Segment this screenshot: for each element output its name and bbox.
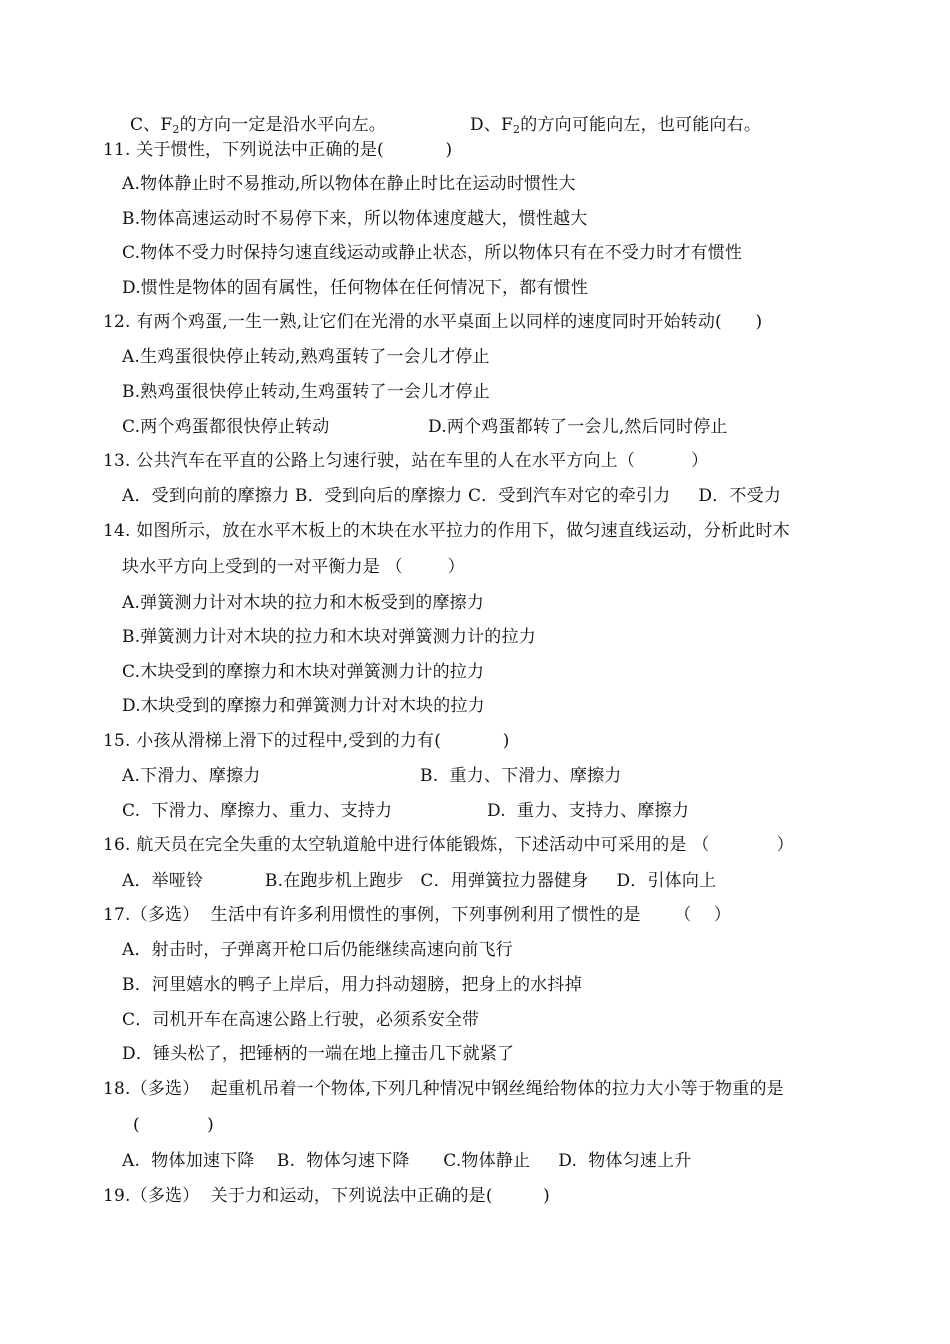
question-15-option-d: D. 重力、支持力、摩擦力 <box>487 801 690 821</box>
option-d-line-10 <box>470 114 761 141</box>
question-15-option-b: B. 重力、下滑力、摩擦力 <box>420 766 622 786</box>
question-15: 15. 小孩从滑梯上滑下的过程中,受到的力有( ) <box>103 731 510 751</box>
question-17-option-a: A．射击时，子弹离开枪口后仍能继续高速向前飞行 <box>122 940 513 960</box>
question-15-option-c: C. 下滑力、摩擦力、重力、支持力 <box>122 801 393 821</box>
question-17-option-b: B．河里嬉水的鸭子上岸后，用力抖动翅膀，把身上的水抖掉 <box>122 975 582 995</box>
question-14: 14. 如图所示，放在水平木板上的木块在水平拉力的作用下，做匀速直线运动，分析此时木 <box>103 521 790 541</box>
question-11-option-c: C.物体不受力时保持匀速直线运动或静止状态，所以物体只有在不受力时才有惯性 <box>122 243 743 263</box>
question-17-option-d: D．锤头松了，把锤柄的一端在地上撞击几下就紧了 <box>122 1044 515 1064</box>
question-18: 18.（多选） 起重机吊着一个物体,下列几种情况中钢丝绳给物体的拉力大小等于物重的是 <box>103 1079 784 1099</box>
question-11: 11. 关于惯性，下列说法中正确的是( ) <box>103 140 453 160</box>
question-14-option-b: B.弹簧测力计对木块的拉力和木块对弹簧测力计的拉力 <box>122 627 536 647</box>
question-14-option-d: D.木块受到的摩擦力和弹簧测力计对木块的拉力 <box>122 696 485 716</box>
question-16: 16. 航天员在完全失重的太空轨道舱中进行体能锻炼，下述活动中可采用的是 （ ） <box>103 835 794 855</box>
option-text: 的方向可能向左，也可能向右。 <box>520 115 762 135</box>
subscript: 2 <box>513 123 521 136</box>
question-12: 12. 有两个鸡蛋,一生一熟,让它们在光滑的水平桌面上以同样的速度同时开始转动( ) <box>103 312 763 332</box>
question-11-option-a: A.物体静止时不易推动,所以物体在静止时比在运动时惯性大 <box>122 174 576 194</box>
question-13-options: A．受到向前的摩擦力 B．受到向后的摩擦力 C．受到汽车对它的牵引力 D．不受力 <box>122 486 782 506</box>
question-18-continuation: ( ) <box>133 1115 214 1135</box>
question-14-option-a: A.弹簧测力计对木块的拉力和木板受到的摩擦力 <box>122 593 485 613</box>
question-12-option-c: C.两个鸡蛋都很快停止转动 <box>122 417 330 437</box>
question-14-continuation: 块水平方向上受到的一对平衡力是 （ ） <box>122 557 465 577</box>
option-text: C、F <box>130 115 173 135</box>
question-17-option-c: C．司机开车在高速公路上行驶，必须系安全带 <box>122 1010 480 1030</box>
subscript: 2 <box>172 123 180 136</box>
question-18-options: A. 物体加速下降 B. 物体匀速下降 C.物体静止 D. 物体匀速上升 <box>122 1151 692 1171</box>
question-13: 13. 公共汽车在平直的公路上匀速行驶，站在车里的人在水平方向上（ ） <box>103 451 709 471</box>
question-12-option-b: B.熟鸡蛋很快停止转动,生鸡蛋转了一会儿才停止 <box>122 382 490 402</box>
question-16-options: A．举哑铃 B.在跑步机上跑步 C．用弹簧拉力器健身 D．引体向上 <box>122 871 717 891</box>
option-c-line-10 <box>130 114 386 141</box>
question-14-option-c: C.木块受到的摩擦力和木块对弹簧测力计的拉力 <box>122 662 485 682</box>
question-19: 19.（多选） 关于力和运动，下列说法中正确的是( ) <box>103 1186 550 1206</box>
question-15-option-a: A.下滑力、摩擦力 <box>122 766 261 786</box>
question-11-option-b: B.物体高速运动时不易停下来，所以物体速度越大，惯性越大 <box>122 209 588 229</box>
question-12-option-d: D.两个鸡蛋都转了一会儿,然后同时停止 <box>428 417 728 437</box>
question-11-option-d: D.惯性是物体的固有属性，任何物体在任何情况下，都有惯性 <box>122 278 589 298</box>
option-text: D、F <box>470 115 514 135</box>
question-17: 17.（多选） 生活中有许多利用惯性的事例，下列事例利用了惯性的是 （ ） <box>103 905 732 925</box>
question-12-option-a: A.生鸡蛋很快停止转动,熟鸡蛋转了一会儿才停止 <box>122 347 490 367</box>
option-text: 的方向一定是沿水平向左。 <box>179 115 387 135</box>
